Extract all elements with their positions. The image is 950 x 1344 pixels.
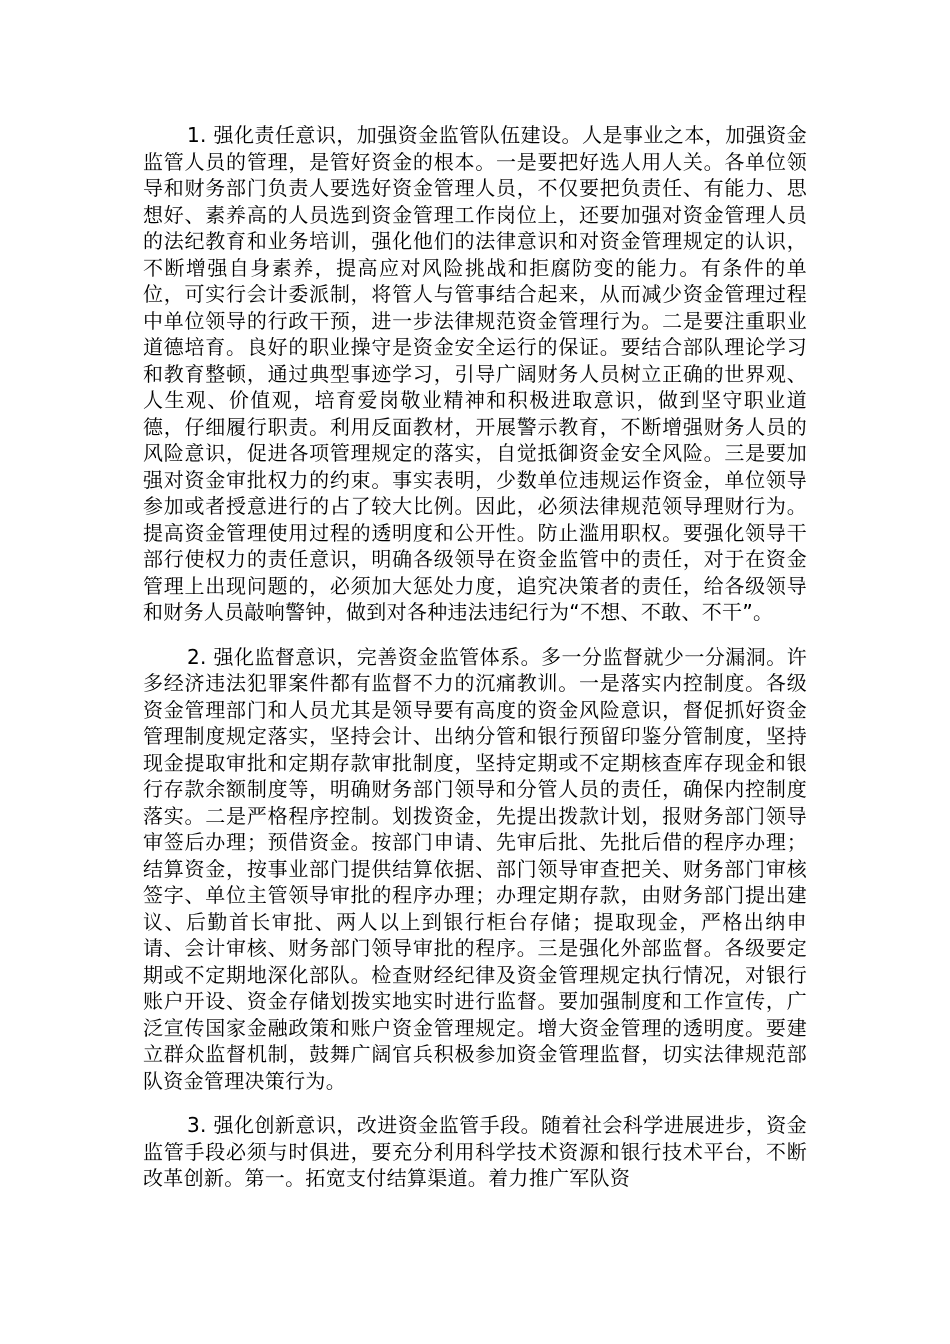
paragraph-3: 3. 强化创新意识，改进资金监管手段。随着社会科学进展进步，资金监管手段必须与时俱进，要充分利用科学技术资源和银行技术平台，不断改革创新。第一。拓宽支付结算渠道。着力推广军队资 <box>143 1113 807 1190</box>
paragraph-2: 2. 强化监督意识，完善资金监管体系。多一分监督就少一分漏洞。许多经济违法犯罪案件都有监督不力的沉痛教训。一是落实内控制度。各级资金管理部门和人员尤其是领导要有高度的资金风险意识，督促抓好资金管理制度规定落实，坚持会计、出纳分管和银行预留印鉴分管制度，坚持现金提取审批和定期存款审批制度，坚持定期或不定期核查库存现金和银行存款余额制度等，明确财务部门领导和分管人员的责任，确保内控制度落实。二是严格程序控制。划拨资金，先提出拨款计划，报财务部门领导审签后办理；预借资金。按部门申请、先审后批、先批后借的程序办理；结算资金，按事业部门提供结算依据、部门领导审查把关、财务部门审核签字、单位主管领导审批的程序办理；办理定期存款，由财务部门提出建议、后勤首长审批、两人以上到银行柜台存储；提取现金，严格出纳申请、会计审核、财务部门领导审批的程序。三是强化外部监督。各级要定期或不定期地深化部队。检查财经纪律及资金管理规定执行情况，对银行账户开设、资金存储划拨实地实时进行监督。要加强制度和工作宣传，广泛宣传国家金融政策和账户资金管理规定。增大资金管理的透明度。要建立群众监督机制，鼓舞广阔官兵积极参加资金管理监督，切实法律规范部队资金管理决策行为。 <box>143 644 807 1093</box>
paragraph-1: 1. 强化责任意识，加强资金监管队伍建设。人是事业之本，加强资金监管人员的管理，是管好资金的根本。一是要把好选人用人关。各单位领导和财务部门负责人要选好资金管理人员，不仅要把负责任、有能力、思想好、素养高的人员选到资金管理工作岗位上，还要加强对资金管理人员的法纪教育和业务培训，强化他们的法律意识和对资金管理规定的认识，不断增强自身素养，提高应对风险挑战和拒腐防变的能力。有条件的单位，可实行会计委派制，将管人与管事结合起来，从而减少资金管理过程中单位领导的行政干预，进一步法律规范资金管理行为。二是要注重职业道德培育。良好的职业操守是资金安全运行的保证。要结合部队理论学习和教育整顿，通过典型事迹学习，引导广阔财务人员树立正确的世界观、人生观、价值观，培育爱岗敬业精神和积极进取意识，做到坚守职业道德，仔细履行职责。利用反面教材，开展警示教育，不断增强财务人员的风险意识，促进各项管理规定的落实，自觉抵御资金安全风险。三是要加强对资金审批权力的约束。事实表明，少数单位违规运作资金，单位领导参加或者授意进行的占了较大比例。因此，必须法律规范领导理财行为。提高资金管理使用过程的透明度和公开性。防止滥用职权。要强化领导干部行使权力的责任意识，明确各级领导在资金监管中的责任，对于在资金管理上出现问题的，必须加大惩处力度，追究决策者的责任，给各级领导和财务人员敲响警钟，做到对各种违法违纪行为“不想、不敢、不干”。 <box>143 123 807 624</box>
document-body <box>143 122 807 1210</box>
